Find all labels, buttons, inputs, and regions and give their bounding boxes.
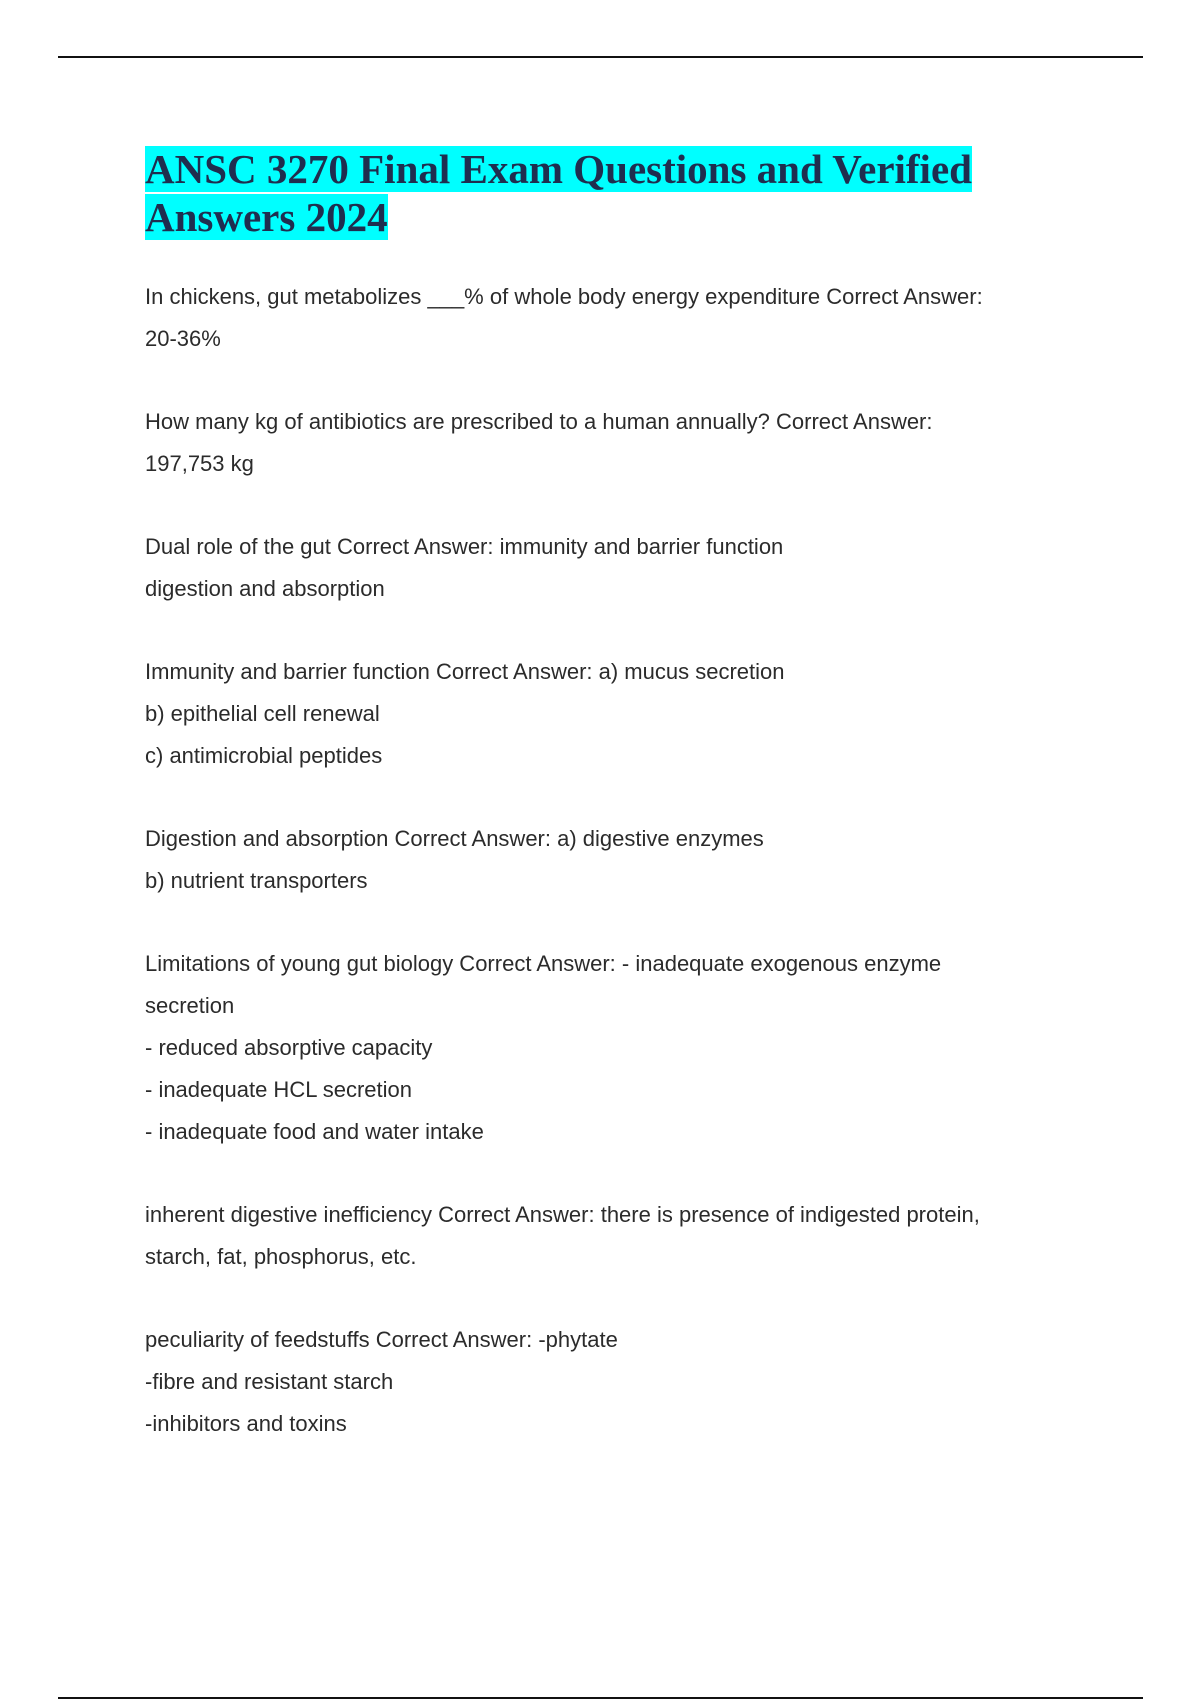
- qa-line: - inadequate HCL secretion: [145, 1077, 413, 1102]
- qa-item-2: [145, 401, 1085, 485]
- qa-line: Immunity and barrier function Correct Answer: a) mucus secretion: [145, 659, 785, 684]
- qa-line: b) epithelial cell renewal: [145, 701, 380, 726]
- qa-line: How many kg of antibiotics are prescribed to a human annually? Correct Answer:: [145, 409, 933, 434]
- qa-line: - inadequate food and water intake: [145, 1119, 484, 1144]
- qa-line: -inhibitors and toxins: [145, 1411, 347, 1436]
- qa-line: Limitations of young gut biology Correct Answer: - inadequate exogenous enzyme: [145, 951, 942, 976]
- qa-line: peculiarity of feedstuffs Correct Answer: -phytate: [145, 1327, 618, 1352]
- qa-list: [145, 276, 1085, 1486]
- qa-item-6: [145, 943, 1085, 1153]
- title-block: [145, 145, 1085, 241]
- qa-line: Dual role of the gut Correct Answer: immunity and barrier function: [145, 534, 784, 559]
- qa-item-4: [145, 651, 1085, 777]
- qa-item-1: [145, 276, 1085, 360]
- qa-line: inherent digestive inefficiency Correct Answer: there is presence of indigested protein,: [145, 1202, 980, 1227]
- qa-line: secretion: [145, 993, 235, 1018]
- qa-line: Digestion and absorption Correct Answer: a) digestive enzymes: [145, 826, 764, 851]
- qa-line: In chickens, gut metabolizes ___% of whole body energy expenditure Correct Answer:: [145, 284, 983, 309]
- qa-item-8: [145, 1319, 1085, 1445]
- document-title-text: ANSC 3270 Final Exam Questions and Verified Answers 2024: [145, 146, 972, 240]
- qa-line: 20-36%: [145, 326, 221, 351]
- qa-line: - reduced absorptive capacity: [145, 1035, 433, 1060]
- qa-item-3: [145, 526, 1085, 610]
- qa-line: -fibre and resistant starch: [145, 1369, 394, 1394]
- qa-item-7: [145, 1194, 1085, 1278]
- qa-item-5: [145, 818, 1085, 902]
- top-rule: [58, 56, 1143, 58]
- qa-line: c) antimicrobial peptides: [145, 743, 383, 768]
- bottom-rule: [58, 1697, 1143, 1699]
- qa-line: digestion and absorption: [145, 576, 385, 601]
- qa-line: b) nutrient transporters: [145, 868, 368, 893]
- qa-line: starch, fat, phosphorus, etc.: [145, 1244, 417, 1269]
- qa-line: 197,753 kg: [145, 451, 254, 476]
- document-title: [145, 145, 1085, 241]
